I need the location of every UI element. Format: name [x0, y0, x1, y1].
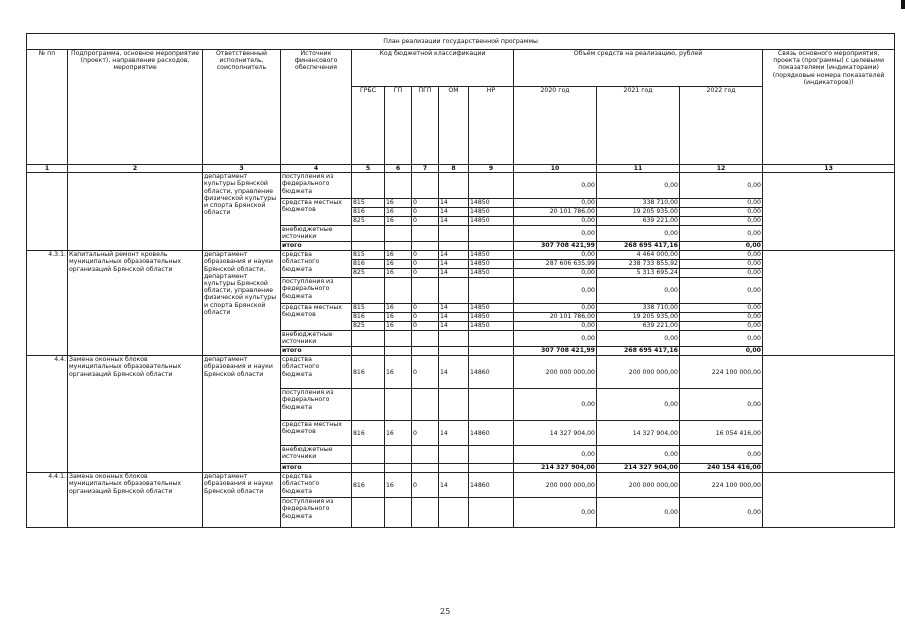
table-cell: [352, 226, 385, 242]
table-cell: 0,00: [680, 389, 763, 421]
colnum: 4: [281, 165, 352, 173]
table-cell: 0,00: [680, 313, 763, 322]
header-grbs: ГРБС: [352, 87, 385, 165]
table-row: [27, 173, 895, 199]
table-cell: [439, 446, 469, 464]
header-subprogram: Подпрограмма, основное мероприятие (проект), направление расходов, мероприятие: [68, 50, 203, 165]
table-cell: средства местных бюджетов: [281, 304, 352, 331]
table-cell: [385, 347, 412, 356]
table-cell: 16: [385, 473, 412, 498]
table-cell: 200 000 000,00: [597, 473, 680, 498]
colnum: 13: [763, 165, 895, 173]
table-cell: 0: [412, 208, 439, 217]
table-cell: 639 221,00: [597, 217, 680, 226]
table-cell: [385, 226, 412, 242]
table-cell: 0,00: [597, 226, 680, 242]
table-cell: 16: [385, 217, 412, 226]
table-cell: 16: [385, 269, 412, 278]
table-cell: 14: [439, 251, 469, 260]
table-cell: 14: [439, 322, 469, 331]
table-cell: 0,00: [680, 278, 763, 304]
table-cell: [385, 242, 412, 251]
table-cell: [412, 278, 439, 304]
table-cell: итого: [281, 464, 352, 473]
table-cell: [412, 498, 439, 528]
cell-responsible: департамент образования и науки Брянской области: [203, 473, 281, 528]
table-cell: 224 100 000,00: [680, 356, 763, 389]
table-cell: 14 327 904,00: [514, 421, 597, 446]
table-cell: [469, 498, 514, 528]
table-cell: 816: [352, 473, 385, 498]
table-cell: 0,00: [514, 199, 597, 208]
table-cell: 20 101 786,00: [514, 313, 597, 322]
table-cell: [352, 498, 385, 528]
table-cell: 14850: [469, 260, 514, 269]
table-cell: 816: [352, 260, 385, 269]
table-cell: поступления из федерального бюджета: [281, 278, 352, 304]
table-row: [27, 251, 895, 260]
table-cell: 0,00: [680, 331, 763, 347]
table-cell: 0,00: [680, 446, 763, 464]
table-cell: [439, 242, 469, 251]
table-cell: 240 154 416,00: [680, 464, 763, 473]
cell-source: средства областного бюджета: [281, 251, 352, 278]
table-cell: 214 327 904,00: [514, 464, 597, 473]
table-cell: [352, 347, 385, 356]
table-cell: [469, 389, 514, 421]
table-cell: 268 695 417,16: [597, 347, 680, 356]
table-cell: 200 000 000,00: [597, 356, 680, 389]
table-cell: 14850: [469, 251, 514, 260]
cell-responsible: департамент образования и науки Брянской области, департамент культуры Брянской области, управление физической культуры и спорта Брянской области: [203, 251, 281, 356]
table-cell: [469, 331, 514, 347]
document-page: [26, 33, 894, 528]
table-cell: [469, 278, 514, 304]
table-cell: 0: [412, 269, 439, 278]
header-responsible: Ответственный исполнитель, соисполнитель: [203, 50, 281, 165]
header-link: Связь основного мероприятия, проекта (программы) с целевыми показателями (индикаторами) (порядковые номера показателей (индикаторов)): [763, 50, 895, 165]
cell-amount: 0,00: [597, 173, 680, 199]
colnum: 11: [597, 165, 680, 173]
table-cell: 0,00: [514, 331, 597, 347]
table-cell: 0,00: [680, 498, 763, 528]
cell-link: [763, 173, 895, 251]
table-cell: 338 710,00: [597, 304, 680, 313]
table-cell: 0,00: [597, 278, 680, 304]
table-cell: [469, 347, 514, 356]
table-cell: 0,00: [514, 269, 597, 278]
table-cell: 639 221,00: [597, 322, 680, 331]
table-cell: 825: [352, 269, 385, 278]
table-cell: 16: [385, 208, 412, 217]
table-cell: 0,00: [680, 217, 763, 226]
page-number: 25: [440, 607, 451, 616]
cell-amount: 0,00: [514, 173, 597, 199]
table-cell: 16: [385, 199, 412, 208]
table-cell: 815: [352, 251, 385, 260]
table-cell: 238 733 855,92: [597, 260, 680, 269]
table-cell: [439, 173, 469, 199]
table-cell: 16: [385, 356, 412, 389]
table-cell: 14860: [469, 421, 514, 446]
table-cell: [412, 446, 439, 464]
table-cell: 816: [352, 421, 385, 446]
table-cell: итого: [281, 242, 352, 251]
header-pgp: ПГП: [412, 87, 439, 165]
header-2020: 2020 год: [514, 87, 597, 165]
table-cell: 0: [412, 421, 439, 446]
table-cell: 0: [412, 322, 439, 331]
table-cell: [352, 389, 385, 421]
table-cell: [385, 331, 412, 347]
cell-name: Капитальный ремонт кровель муниципальных образовательных организаций Брянской области: [68, 251, 203, 356]
table-cell: 14: [439, 421, 469, 446]
table-cell: [412, 331, 439, 347]
table-cell: средства местных бюджетов: [281, 421, 352, 446]
table-title: План реализации государственной программы: [27, 34, 895, 50]
table-cell: 816: [352, 313, 385, 322]
table-cell: [439, 331, 469, 347]
table-cell: 224 100 000,00: [680, 473, 763, 498]
cell-num: 4.4.: [27, 356, 68, 473]
table-row: [27, 473, 895, 498]
table-cell: 14: [439, 269, 469, 278]
table-cell: [412, 242, 439, 251]
table-cell: 0,00: [514, 217, 597, 226]
colnum: 8: [439, 165, 469, 173]
table-cell: 14850: [469, 322, 514, 331]
table-cell: 0: [412, 304, 439, 313]
table-cell: поступления из федерального бюджета: [281, 389, 352, 421]
header-nr: НР: [469, 87, 514, 165]
table-cell: 14: [439, 199, 469, 208]
table-cell: 19 205 935,00: [597, 208, 680, 217]
table-cell: итого: [281, 347, 352, 356]
table-cell: 0: [412, 217, 439, 226]
header-volume: Объём средств на реализацию, рублей: [514, 50, 763, 87]
table-cell: 0,00: [514, 498, 597, 528]
table-cell: 268 695 417,16: [597, 242, 680, 251]
header-gp: ГП: [385, 87, 412, 165]
cell-source: внебюджетные источники: [281, 226, 352, 242]
table-cell: 307 708 421,99: [514, 242, 597, 251]
table-cell: 16: [385, 313, 412, 322]
cell-responsible: департамент образования и науки Брянской области: [203, 356, 281, 473]
table-cell: 14: [439, 260, 469, 269]
table-cell: 0,00: [514, 389, 597, 421]
table-cell: [352, 331, 385, 347]
table-cell: 14: [439, 313, 469, 322]
edge-mark: [901, 0, 905, 9]
table-cell: 14850: [469, 217, 514, 226]
table-cell: 815: [352, 199, 385, 208]
column-numbers-row: [27, 165, 895, 173]
table-cell: 20 101 786,00: [514, 208, 597, 217]
table-cell: [439, 498, 469, 528]
table-cell: [412, 347, 439, 356]
table-cell: [412, 226, 439, 242]
table-cell: 200 000 000,00: [514, 473, 597, 498]
table-cell: 816: [352, 356, 385, 389]
table-cell: [469, 446, 514, 464]
table-cell: 0,00: [680, 226, 763, 242]
table-cell: 200 000 000,00: [514, 356, 597, 389]
table-cell: [439, 226, 469, 242]
table-cell: [385, 389, 412, 421]
table-cell: [469, 464, 514, 473]
table-cell: 14: [439, 217, 469, 226]
colnum: 3: [203, 165, 281, 173]
table-cell: 0,00: [680, 322, 763, 331]
table-cell: внебюджетные источники: [281, 446, 352, 464]
cell-name: Замена оконных блоков муниципальных образовательных организаций Брянской области: [68, 473, 203, 528]
table-cell: [385, 278, 412, 304]
cell-name: [68, 173, 203, 251]
table-cell: [469, 173, 514, 199]
table-cell: 0,00: [514, 226, 597, 242]
table-cell: 0,00: [680, 208, 763, 217]
table-cell: [412, 389, 439, 421]
table-cell: 5 313 695,24: [597, 269, 680, 278]
cell-amount: 0,00: [680, 173, 763, 199]
table-cell: 0,00: [680, 304, 763, 313]
table-cell: [412, 464, 439, 473]
table-cell: 0: [412, 199, 439, 208]
table-cell: 0,00: [680, 347, 763, 356]
table-cell: 825: [352, 322, 385, 331]
header-source: Источник финансового обеспечения: [281, 50, 352, 165]
table-cell: 14: [439, 356, 469, 389]
table-cell: 16: [385, 322, 412, 331]
table-cell: [439, 347, 469, 356]
table-cell: 0: [412, 251, 439, 260]
table-cell: 14850: [469, 269, 514, 278]
table-cell: 0,00: [680, 242, 763, 251]
table-cell: поступления из федерального бюджета: [281, 498, 352, 528]
colnum: 9: [469, 165, 514, 173]
table-cell: 307 708 421,99: [514, 347, 597, 356]
table-cell: 0,00: [680, 199, 763, 208]
table-cell: 14: [439, 473, 469, 498]
colnum: 7: [412, 165, 439, 173]
table-cell: 0,00: [597, 498, 680, 528]
cell-num: 4.3.1.: [27, 251, 68, 356]
cell-source: поступления из федерального бюджета: [281, 173, 352, 199]
table-cell: 0,00: [514, 251, 597, 260]
cell-num: 4.4.1.: [27, 473, 68, 528]
table-cell: [352, 446, 385, 464]
table-cell: 0,00: [514, 322, 597, 331]
table-cell: 16: [385, 421, 412, 446]
table-cell: 0: [412, 356, 439, 389]
table-cell: 0: [412, 313, 439, 322]
table-cell: 4 464 000,00: [597, 251, 680, 260]
table-cell: [412, 173, 439, 199]
table-cell: 16: [385, 304, 412, 313]
table-row: [27, 356, 895, 389]
table-cell: 0: [412, 473, 439, 498]
table-cell: 16: [385, 251, 412, 260]
colnum: 12: [680, 165, 763, 173]
table-cell: [385, 446, 412, 464]
table-cell: 0,00: [514, 278, 597, 304]
table-cell: 16: [385, 260, 412, 269]
table-cell: [352, 242, 385, 251]
table-cell: 816: [352, 208, 385, 217]
table-cell: средства областного бюджета: [281, 356, 352, 389]
header-2021: 2021 год: [597, 87, 680, 165]
colnum: 2: [68, 165, 203, 173]
table-cell: [469, 242, 514, 251]
table-cell: [352, 278, 385, 304]
table-cell: 14850: [469, 199, 514, 208]
table-cell: 14860: [469, 356, 514, 389]
table-cell: [439, 389, 469, 421]
table-cell: 19 205 935,00: [597, 313, 680, 322]
table-cell: 0,00: [514, 304, 597, 313]
table-cell: [352, 173, 385, 199]
colnum: 10: [514, 165, 597, 173]
table-cell: [439, 278, 469, 304]
table-cell: [439, 464, 469, 473]
table-cell: [352, 464, 385, 473]
colnum: 6: [385, 165, 412, 173]
table-cell: 14850: [469, 304, 514, 313]
table-cell: 16 054 416,00: [680, 421, 763, 446]
table-cell: 14: [439, 208, 469, 217]
table-cell: [469, 226, 514, 242]
cell-link: [763, 356, 895, 473]
colnum: 1: [27, 165, 68, 173]
table-cell: [385, 173, 412, 199]
header-2022: 2022 год: [680, 87, 763, 165]
table-cell: 287 606 635,99: [514, 260, 597, 269]
cell-link: [763, 473, 895, 528]
table-cell: 0: [412, 260, 439, 269]
table-cell: 815: [352, 304, 385, 313]
table-cell: [385, 498, 412, 528]
cell-responsible: департамент культуры Брянской области, управление физической культуры и спорта Брянской области: [203, 173, 281, 251]
table-cell: 14850: [469, 208, 514, 217]
table-cell: 825: [352, 217, 385, 226]
table-cell: средства областного бюджета: [281, 473, 352, 498]
cell-link: [763, 251, 895, 356]
table-cell: 338 710,00: [597, 199, 680, 208]
cell-source: средства местных бюджетов: [281, 199, 352, 226]
cell-name: Замена оконных блоков муниципальных образовательных организаций Брянской области: [68, 356, 203, 473]
cell-num: [27, 173, 68, 251]
header-num: № пп: [27, 50, 68, 165]
table-cell: 0,00: [514, 446, 597, 464]
header-kbk: Код бюджетной классификации: [352, 50, 514, 87]
table-cell: 0,00: [597, 446, 680, 464]
colnum: 5: [352, 165, 385, 173]
table-cell: 14850: [469, 313, 514, 322]
table-cell: [385, 464, 412, 473]
table-cell: 0,00: [680, 269, 763, 278]
table-cell: внебюджетные источники: [281, 331, 352, 347]
table-cell: 0,00: [680, 251, 763, 260]
table-cell: 14 327 904,00: [597, 421, 680, 446]
table-cell: 0,00: [680, 260, 763, 269]
table-cell: 14860: [469, 473, 514, 498]
table-cell: 0,00: [597, 389, 680, 421]
table-cell: 0,00: [597, 331, 680, 347]
plan-table: [26, 33, 895, 528]
header-om: ОМ: [439, 87, 469, 165]
table-cell: 214 327 904,00: [597, 464, 680, 473]
table-cell: 14: [439, 304, 469, 313]
